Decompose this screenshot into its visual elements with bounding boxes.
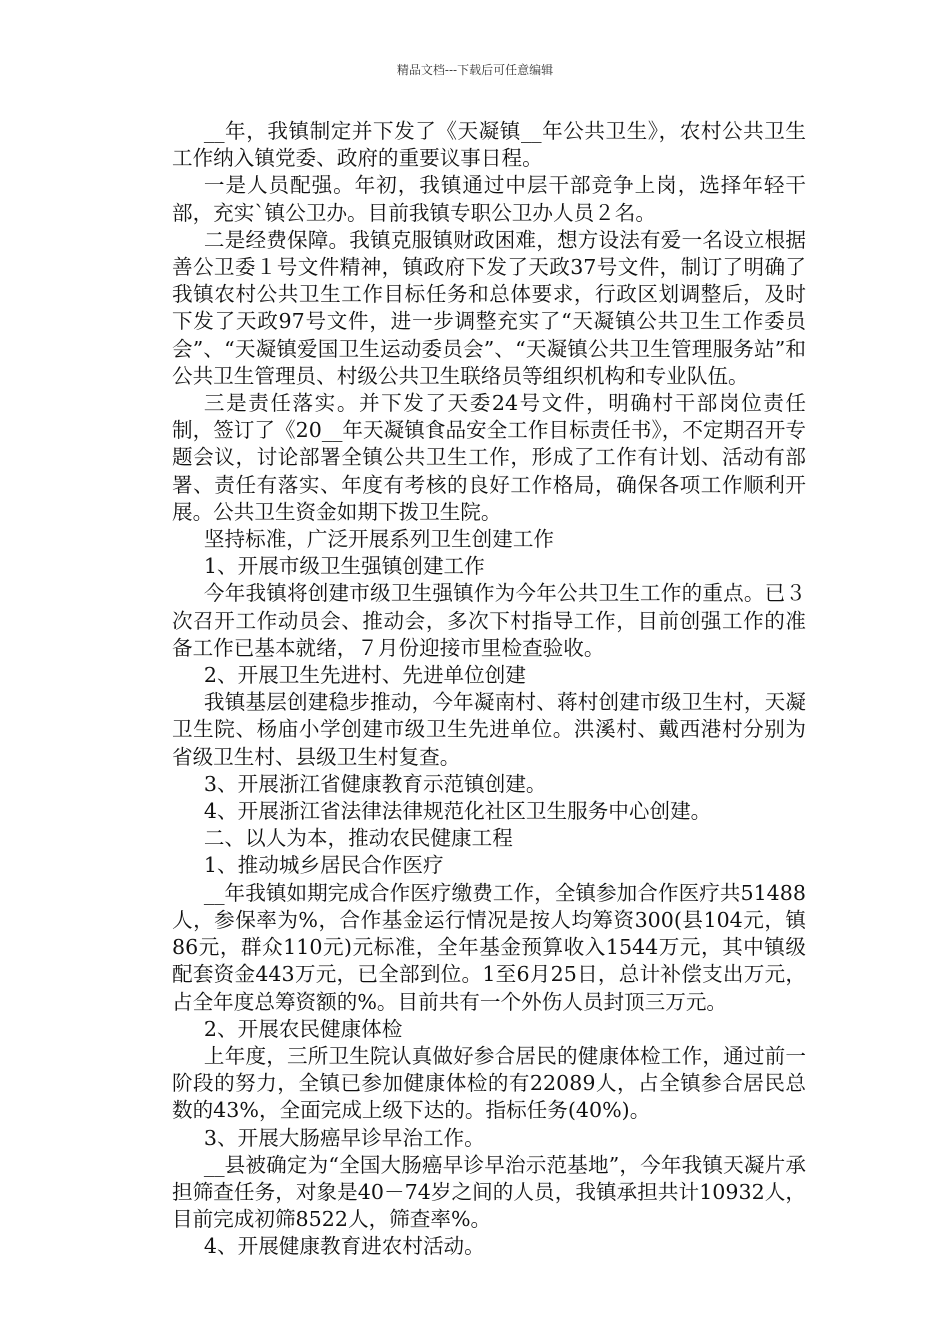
paragraph: 今年我镇将创建市级卫生强镇作为今年公共卫生工作的重点。已３次召开工作动员会、推动会，多次下村指导工作，目前创强工作的准备工作已基本就绪，７月份迎接市里检查验收。 [172, 581, 806, 660]
paragraph: 一是人员配强。年初，我镇通过中层干部竞争上岗，选择年轻干部，充实`镇公卫办。目前我镇专职公卫办人员２名。 [172, 173, 806, 225]
paragraph: __年，我镇制定并下发了《天凝镇__年公共卫生》，农村公共卫生工作纳入镇党委、政府的重要议事日程。 [172, 119, 806, 171]
paragraph: 上年度，三所卫生院认真做好参合居民的健康体检工作，通过前一阶段的努力，全镇已参加健康体检的有22089人，占全镇参合居民总数的43%，全面完成上级下达的。指标任务(40%)。 [172, 1043, 806, 1123]
subsection-heading: 2、开展农民健康体检 [203, 1016, 403, 1041]
paragraph: __年我镇如期完成合作医疗缴费工作，全镇参加合作医疗共51488人，参保率为%，合作基金运行情况是按人均筹资300(县104元，镇86元，群众110元)元标准，全年基金预算收入1544万元，其中镇级配套资金443万元，已全部到位。1至6月25日，总计补偿支出万元，占全年度总筹资额的%。目前共有一个外伤人员封顶三万元。 [172, 880, 806, 1014]
subsection-heading: 1、推动城乡居民合作医疗 [203, 853, 444, 878]
section-heading: 坚持标准，广泛开展系列卫生创建工作 [203, 527, 555, 552]
paragraph: 二是经费保障。我镇克服镇财政困难，想方设法有爱一名设立根据善公卫委１号文件精神，镇政府下发了天政37号文件，制订了明确了我镇农村公共卫生工作目标任务和总体要求，行政区划调整后，及时下发了天政97号文件，进一步调整充实了“天凝镇公共卫生工作委员会”、“天凝镇爱国卫生运动委员会”、“天凝镇公共卫生管理服务站”和公共卫生管理员、村级公共卫生联络员等组织机构和专业队伍。 [172, 227, 806, 388]
subsection-heading: 1、开展市级卫生强镇创建工作 [203, 554, 485, 579]
document-body [172, 118, 806, 1261]
paragraph: 我镇基层创建稳步推动，今年凝南村、蒋村创建市级卫生村，天凝卫生院、杨庙小学创建市级卫生先进单位。洪溪村、戴西港村分别为省级卫生村、县级卫生村复查。 [172, 690, 806, 769]
section-heading: 二、以人为本，推动农民健康工程 [203, 826, 513, 851]
page-header: 精品文档---下载后可任意编辑 [396, 63, 554, 77]
subsection-heading: 3、开展浙江省健康教育示范镇创建。 [203, 771, 547, 796]
subsection-heading: 4、开展浙江省法律法律规范化社区卫生服务中心创建。 [203, 799, 712, 824]
subsection-heading: 3、开展大肠癌早诊早治工作。 [203, 1125, 485, 1150]
subsection-heading: 2、开展卫生先进村、先进单位创建 [203, 663, 526, 688]
paragraph: 三是责任落实。并下发了天委24号文件，明确村干部岗位责任制，签订了《20__年天凝镇食品安全工作目标责任书》，不定期召开专题会议，讨论部署全镇公共卫生工作，形成了工作有计划、活动有部署、责任有落实、年度有考核的良好工作格局，确保各项工作顺利开展。公共卫生资金如期下拨卫生院。 [172, 391, 806, 524]
paragraph: __县被确定为“全国大肠癌早诊早治示范基地”，今年我镇天凝片承担筛查任务，对象是40－74岁之间的人员，我镇承担共计10932人，目前完成初筛8522人，筛查率%。 [172, 1152, 806, 1232]
subsection-heading: 4、开展健康教育进农村活动。 [203, 1234, 485, 1259]
